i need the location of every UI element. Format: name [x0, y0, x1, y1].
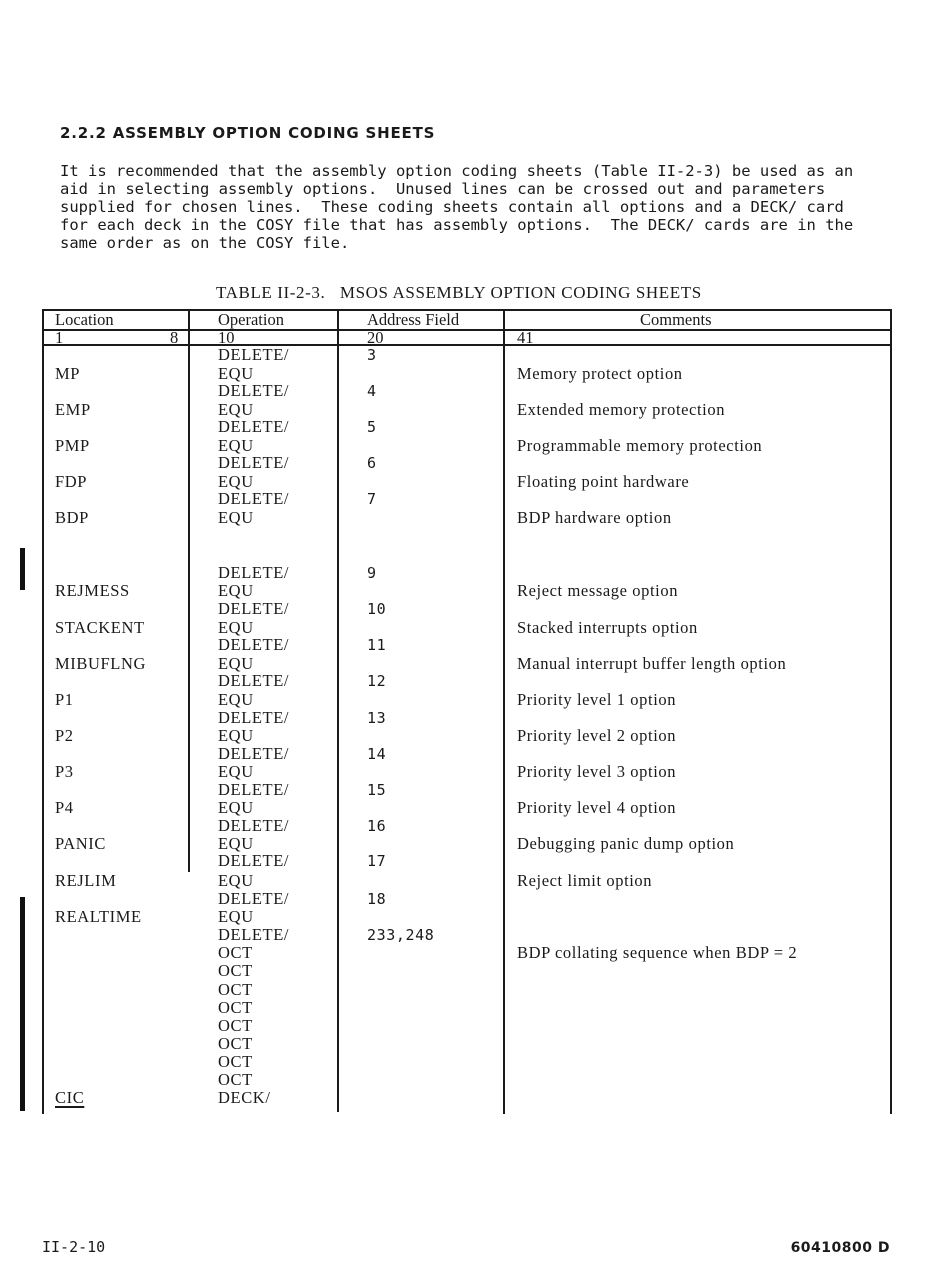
comment-cell: BDP hardware option: [517, 508, 672, 527]
column-number-10: 10: [218, 328, 235, 347]
operation-cell: DELETE/: [218, 381, 290, 400]
operation-cell: DELETE/: [218, 780, 290, 799]
operation-cell: EQU: [218, 654, 254, 673]
operation-cell: DELETE/: [218, 925, 290, 944]
address-cell: 6: [367, 454, 377, 472]
comment-cell: BDP collating sequence when BDP = 2: [517, 943, 798, 962]
location-cell: P2: [55, 726, 74, 745]
table-title: TABLE II-2-3. MSOS ASSEMBLY OPTION CODING SHEETS: [216, 283, 702, 302]
operation-cell: EQU: [218, 472, 254, 491]
address-cell: 4: [367, 382, 377, 400]
address-cell: 11: [367, 636, 387, 654]
operation-cell: DELETE/: [218, 417, 290, 436]
operation-cell: EQU: [218, 690, 254, 709]
operation-cell: DECK/: [218, 1088, 271, 1107]
location-cell: EMP: [55, 400, 91, 419]
comment-cell: Reject limit option: [517, 871, 653, 890]
operation-cell: DELETE/: [218, 489, 290, 508]
intro-paragraph: [60, 162, 920, 252]
address-cell: 9: [367, 564, 377, 582]
location-cell: FDP: [55, 472, 88, 491]
operation-cell: EQU: [218, 581, 254, 600]
comment-cell: Extended memory protection: [517, 400, 726, 419]
address-cell: 10: [367, 600, 387, 618]
column-number-41: 41: [517, 328, 534, 347]
operation-cell: EQU: [218, 436, 254, 455]
address-cell: 17: [367, 852, 387, 870]
location-cell: BDP: [55, 508, 89, 527]
operation-cell: OCT: [218, 980, 253, 999]
operation-cell: DELETE/: [218, 453, 290, 472]
comment-cell: Manual interrupt buffer length option: [517, 654, 787, 673]
revision-change-bar: [20, 897, 25, 1111]
location-cell: MP: [55, 364, 81, 383]
right-border: [890, 309, 892, 1114]
location-cell: REJLIM: [55, 871, 117, 890]
paragraph-line: same order as on the COSY file.: [60, 234, 350, 252]
paragraph-line: for each deck in the COSY file that has assembly options. The DECK/ cards are in the: [60, 216, 854, 234]
location-operation-divider: [188, 309, 190, 872]
column-number-8: 8: [170, 328, 179, 347]
operation-cell: DELETE/: [218, 599, 290, 618]
operation-cell: EQU: [218, 798, 254, 817]
operation-cell: DELETE/: [218, 744, 290, 763]
location-cell: P3: [55, 762, 74, 781]
page-number: II-2-10: [42, 1238, 106, 1256]
table-top-border: [42, 309, 892, 311]
paragraph-line: It is recommended that the assembly option coding sheets (Table II-2-3) be used as an: [60, 162, 854, 180]
comment-cell: Debugging panic dump option: [517, 834, 735, 853]
comment-cell: Priority level 1 option: [517, 690, 677, 709]
column-number-20: 20: [367, 328, 384, 347]
operation-cell: OCT: [218, 1034, 253, 1053]
header-operation: Operation: [218, 310, 284, 329]
operation-cell: EQU: [218, 871, 254, 890]
comment-cell: Programmable memory protection: [517, 436, 763, 455]
location-cell: P1: [55, 690, 74, 709]
column-number-1: 1: [55, 328, 64, 347]
location-cell: STACKENT: [55, 618, 145, 637]
address-cell: 18: [367, 890, 387, 908]
location-cell: MIBUFLNG: [55, 654, 146, 673]
comment-cell: Floating point hardware: [517, 472, 690, 491]
operation-cell: EQU: [218, 726, 254, 745]
operation-cell: DELETE/: [218, 345, 290, 364]
operation-address-divider: [337, 309, 339, 1112]
address-cell: 12: [367, 672, 387, 690]
operation-cell: DELETE/: [218, 851, 290, 870]
operation-cell: OCT: [218, 998, 253, 1017]
location-cell: PMP: [55, 436, 90, 455]
header-address-field: Address Field: [367, 310, 460, 329]
comment-cell: Reject message option: [517, 581, 679, 600]
address-cell: 7: [367, 490, 377, 508]
operation-cell: OCT: [218, 1070, 253, 1089]
operation-cell: EQU: [218, 508, 254, 527]
revision-change-bar: [20, 548, 25, 590]
address-cell: 3: [367, 346, 377, 364]
operation-cell: EQU: [218, 400, 254, 419]
location-cell: REJMESS: [55, 581, 130, 600]
location-cell: CIC: [55, 1088, 85, 1107]
operation-cell: DELETE/: [218, 563, 290, 582]
operation-cell: DELETE/: [218, 635, 290, 654]
operation-cell: EQU: [218, 618, 254, 637]
operation-cell: EQU: [218, 834, 254, 853]
operation-cell: OCT: [218, 961, 253, 980]
comment-cell: Stacked interrupts option: [517, 618, 698, 637]
address-cell: 15: [367, 781, 387, 799]
operation-cell: DELETE/: [218, 671, 290, 690]
paragraph-line: aid in selecting assembly options. Unused lines can be crossed out and parameters: [60, 180, 826, 198]
operation-cell: DELETE/: [218, 889, 290, 908]
location-cell: P4: [55, 798, 74, 817]
header-location: Location: [55, 310, 114, 329]
location-cell: PANIC: [55, 834, 106, 853]
header-comments: Comments: [640, 310, 712, 329]
address-cell: 5: [367, 418, 377, 436]
left-border: [42, 309, 44, 1114]
address-cell: 233,248: [367, 926, 435, 944]
operation-cell: OCT: [218, 943, 253, 962]
operation-cell: OCT: [218, 1052, 253, 1071]
operation-cell: DELETE/: [218, 816, 290, 835]
operation-cell: EQU: [218, 762, 254, 781]
section-heading: 2.2.2 ASSEMBLY OPTION CODING SHEETS: [60, 124, 436, 142]
location-cell: REALTIME: [55, 907, 142, 926]
operation-cell: OCT: [218, 1016, 253, 1035]
document-number: 60410800 D: [790, 1240, 890, 1256]
address-comments-divider: [503, 309, 505, 1114]
operation-cell: EQU: [218, 907, 254, 926]
comment-cell: Priority level 2 option: [517, 726, 677, 745]
address-cell: 16: [367, 817, 387, 835]
operation-cell: DELETE/: [218, 708, 290, 727]
paragraph-line: supplied for chosen lines. These coding sheets contain all options and a DECK/ card: [60, 198, 844, 216]
comment-cell: Priority level 3 option: [517, 762, 677, 781]
comment-cell: Priority level 4 option: [517, 798, 677, 817]
comment-cell: Memory protect option: [517, 364, 683, 383]
address-cell: 13: [367, 709, 387, 727]
address-cell: 14: [367, 745, 387, 763]
operation-cell: EQU: [218, 364, 254, 383]
